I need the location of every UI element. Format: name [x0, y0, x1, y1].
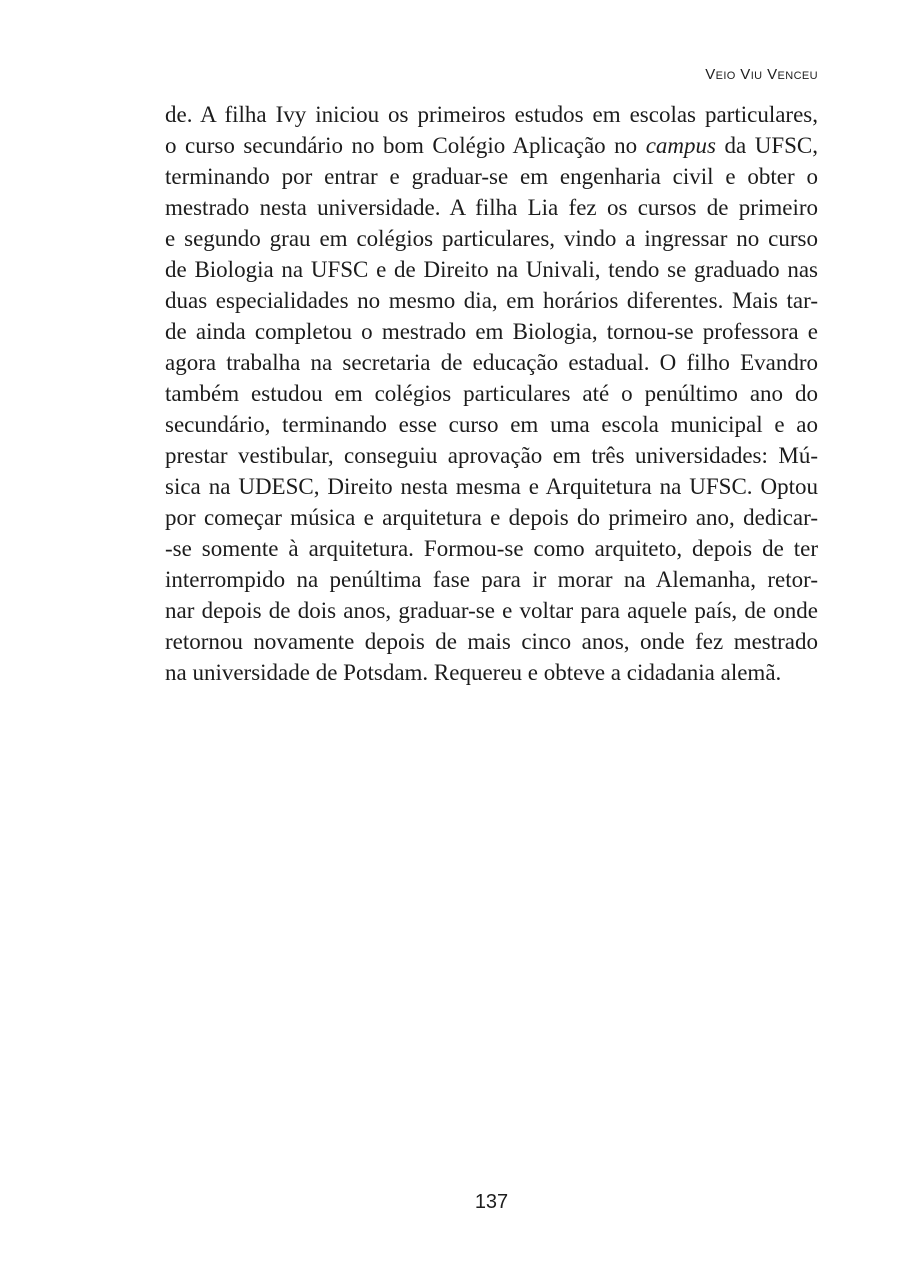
body-line-segment: de ainda completou o mestrado em Biologia, tornou-se professora e [165, 319, 818, 344]
body-line-segment: de. A filha Ivy iniciou os primeiros estudos em escolas particulares, [165, 102, 818, 127]
body-line-segment: duas especialidades no mesmo dia, em horários diferentes. Mais tar- [165, 288, 818, 313]
body-line-segment: da UFSC, [715, 133, 818, 158]
body-line [165, 192, 818, 223]
body-line [165, 223, 818, 254]
body-line-segment: o curso secundário no bom Colégio Aplicação no [165, 133, 646, 158]
body-line [165, 471, 818, 502]
body-line-segment: secundário, terminando esse curso em uma escola municipal e ao [165, 412, 818, 437]
body-line-segment: nar depois de dois anos, graduar-se e voltar para aquele país, de onde [165, 598, 818, 623]
body-line [165, 161, 818, 192]
body-line-segment: também estudou em colégios particulares até o penúltimo ano do [165, 381, 818, 406]
running-header: Veio Viu Venceu [705, 66, 818, 83]
body-line-segment: mestrado nesta universidade. A filha Lia fez os cursos de primeiro [165, 195, 818, 220]
body-line [165, 626, 818, 657]
body-line-segment: de Biologia na UFSC e de Direito na Univali, tendo se graduado nas [165, 257, 818, 282]
body-line-segment: retornou novamente depois de mais cinco anos, onde fez mestrado [165, 629, 818, 654]
body-line [165, 657, 818, 688]
body-line [165, 595, 818, 626]
body-line [165, 533, 818, 564]
body-line [165, 440, 818, 471]
body-line-segment: prestar vestibular, conseguiu aprovação em três universidades: Mú- [165, 443, 818, 468]
body-line-segment: e segundo grau em colégios particulares, vindo a ingressar no curso [165, 226, 818, 251]
body-line [165, 130, 818, 161]
body-paragraph [165, 99, 818, 688]
body-line-segment: interrompido na penúltima fase para ir morar na Alemanha, retor- [165, 567, 818, 592]
body-line-segment: por começar música e arquitetura e depois do primeiro ano, dedicar- [165, 505, 818, 530]
body-line-segment: terminando por entrar e graduar-se em engenharia civil e obter o [165, 164, 818, 189]
body-line-segment: na universidade de Potsdam. Requereu e obteve a cidadania alemã. [165, 660, 782, 685]
body-line [165, 254, 818, 285]
body-line [165, 347, 818, 378]
body-line [165, 564, 818, 595]
body-line [165, 316, 818, 347]
body-line-segment: agora trabalha na secretaria de educação estadual. O filho Evandro [165, 350, 818, 375]
body-line [165, 378, 818, 409]
body-line [165, 99, 818, 130]
body-line [165, 409, 818, 440]
body-line [165, 502, 818, 533]
body-line [165, 285, 818, 316]
body-line-segment: sica na UDESC, Direito nesta mesma e Arquitetura na UFSC. Optou [165, 474, 818, 499]
page-number: 137 [474, 1191, 509, 1213]
body-line-segment-italic: campus [645, 133, 716, 158]
body-line-segment: -se somente à arquitetura. Formou-se como arquiteto, depois de ter [165, 536, 818, 561]
